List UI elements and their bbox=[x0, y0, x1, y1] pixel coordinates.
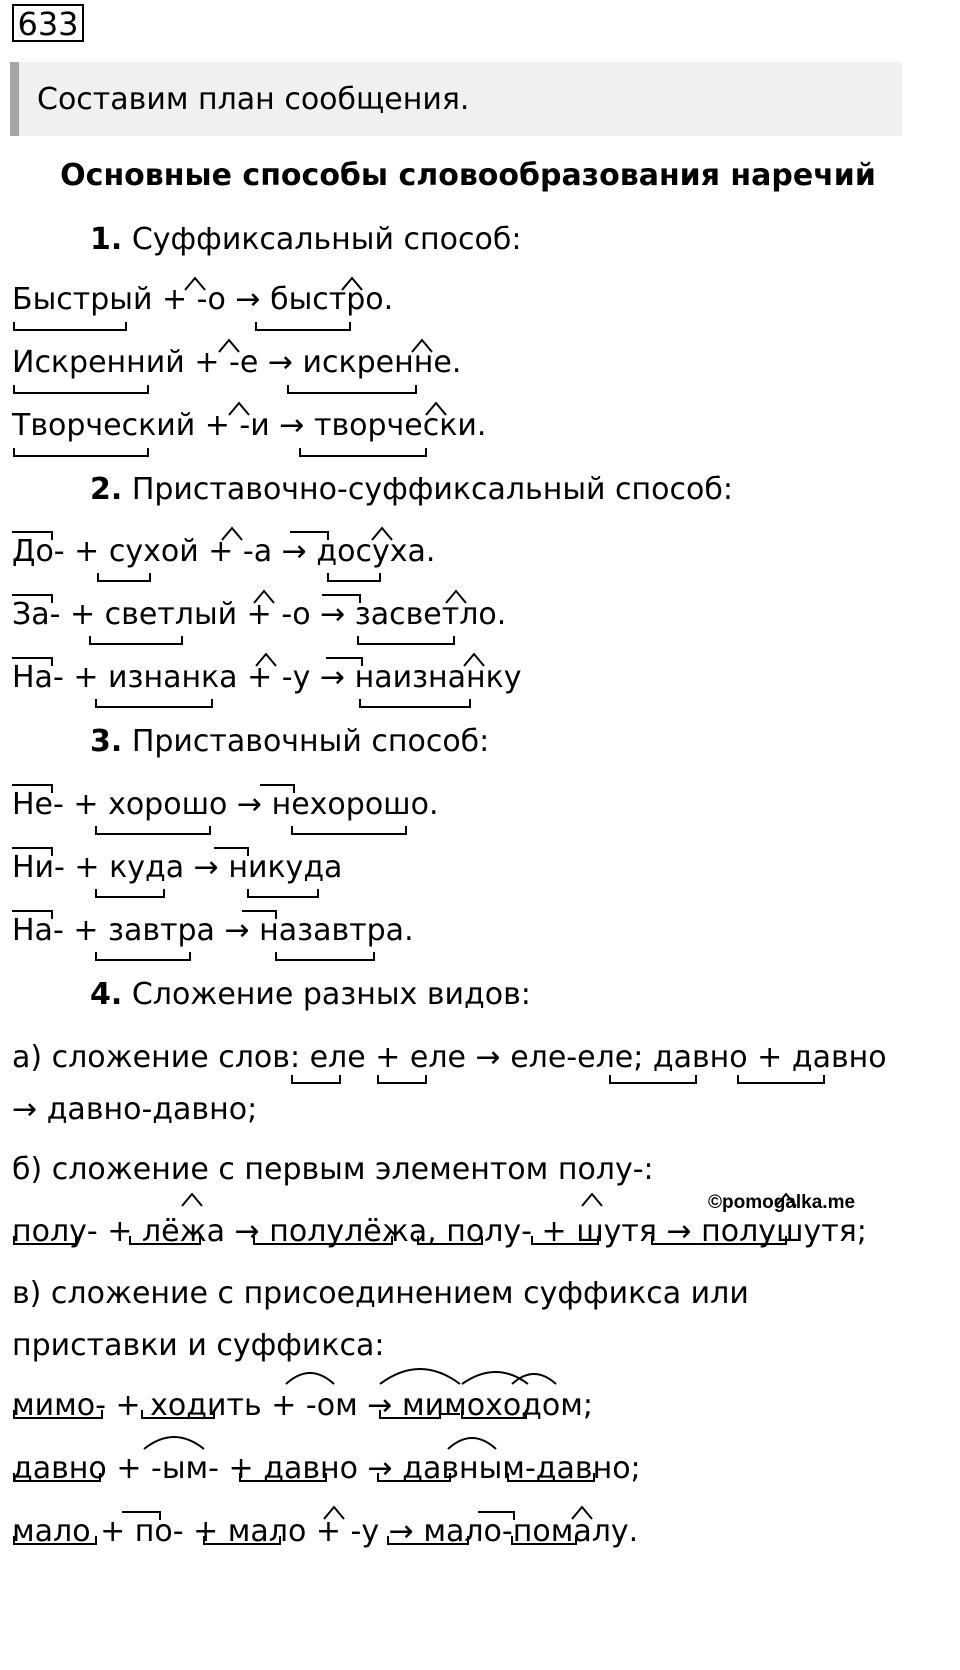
punctuation: . bbox=[428, 787, 439, 822]
word: шутя bbox=[576, 1214, 657, 1249]
arrow: → bbox=[184, 850, 229, 885]
section-title-2 bbox=[90, 470, 733, 510]
operator: + - bbox=[306, 1514, 362, 1549]
punctuation: . bbox=[425, 534, 436, 569]
operator: + bbox=[63, 660, 108, 695]
example-line bbox=[12, 532, 435, 572]
intro-callout bbox=[10, 62, 902, 136]
word: мало bbox=[12, 1514, 91, 1549]
suffix: а bbox=[253, 534, 273, 569]
root-mark bbox=[248, 889, 318, 897]
word: мало bbox=[227, 1514, 307, 1549]
punctuation: ; bbox=[630, 1451, 641, 1486]
root-mark bbox=[98, 573, 150, 581]
result-word: мимоходом bbox=[401, 1388, 583, 1423]
punctuation: ; bbox=[582, 1388, 594, 1423]
arrow: → bbox=[225, 1214, 270, 1249]
arrow: → bbox=[357, 1451, 403, 1486]
example-line bbox=[12, 911, 414, 951]
word: давно bbox=[791, 1040, 887, 1075]
word: Искренний bbox=[12, 345, 185, 380]
word: мимо bbox=[12, 1388, 96, 1423]
example-line bbox=[12, 280, 393, 320]
example-line bbox=[12, 1449, 641, 1489]
section-number: 1. bbox=[90, 222, 123, 257]
example-line bbox=[12, 1212, 867, 1252]
word: еле bbox=[409, 1040, 466, 1075]
punctuation: . bbox=[404, 913, 414, 948]
item-label: а) сложение слов: bbox=[12, 1040, 310, 1075]
root-mark bbox=[96, 699, 212, 707]
operator: - + bbox=[172, 1514, 228, 1549]
operator: + - bbox=[198, 534, 254, 569]
example-line bbox=[12, 406, 486, 446]
punctuation: , bbox=[427, 1214, 447, 1249]
punctuation: . bbox=[383, 282, 394, 317]
root-mark bbox=[328, 573, 380, 581]
suffix-mark bbox=[144, 1437, 204, 1449]
arrow: → bbox=[357, 1388, 402, 1423]
root-mark bbox=[14, 322, 126, 330]
example-line bbox=[12, 1386, 593, 1426]
operator: + - bbox=[237, 597, 293, 632]
word: светлый bbox=[104, 597, 238, 632]
suffix: и bbox=[250, 408, 270, 443]
section-number: 4. bbox=[90, 977, 123, 1012]
compound-v-label: в) сложение с присоединением суффикса или приставки и суффикса: bbox=[12, 1276, 749, 1363]
punctuation: . bbox=[451, 345, 462, 380]
word: лёжа bbox=[141, 1214, 225, 1249]
arrow: → bbox=[258, 345, 303, 380]
word: давно bbox=[263, 1451, 358, 1486]
section-title-4 bbox=[90, 975, 531, 1015]
suffix: у bbox=[361, 1514, 380, 1549]
result-word: давным-давно bbox=[402, 1451, 631, 1486]
root-mark bbox=[300, 448, 426, 456]
operator: + bbox=[60, 597, 105, 632]
result-word: досуха bbox=[316, 534, 426, 569]
operator: - + bbox=[86, 1214, 142, 1249]
arrow: → bbox=[272, 534, 317, 569]
copyright-watermark: ©pomogalka.me bbox=[708, 1192, 856, 1213]
word: ходить bbox=[150, 1388, 262, 1423]
operator: + - bbox=[184, 345, 240, 380]
word: еле bbox=[309, 1040, 366, 1075]
result-word: назавтра bbox=[259, 913, 405, 948]
result-word: полулёжа bbox=[269, 1214, 428, 1249]
operator: + bbox=[63, 913, 108, 948]
page-title: Основные способы словообразования наречий bbox=[60, 158, 876, 193]
operator: + bbox=[63, 787, 109, 822]
operator: + - bbox=[195, 408, 251, 443]
punctuation: . bbox=[628, 1514, 639, 1549]
result-word: полушутя bbox=[701, 1214, 857, 1249]
example-line bbox=[12, 1512, 638, 1552]
operator: + bbox=[64, 534, 109, 569]
result-text: давно-давно; bbox=[46, 1092, 258, 1127]
root-mark bbox=[276, 952, 374, 960]
suffix: ом bbox=[316, 1388, 358, 1423]
word: давно bbox=[652, 1040, 748, 1075]
root-mark bbox=[14, 385, 148, 393]
suffix-mark bbox=[462, 1372, 528, 1384]
prefix: До- bbox=[12, 534, 65, 569]
compound-b-label: б) сложение с первым элементом полу-: bbox=[12, 1152, 654, 1187]
arrow: → bbox=[310, 660, 355, 695]
suffix-mark bbox=[448, 1438, 496, 1449]
word: Творческий bbox=[12, 408, 196, 443]
result-text: → еле-еле; bbox=[466, 1040, 653, 1075]
prefix: Ни- bbox=[12, 850, 65, 885]
word: хорошо bbox=[108, 787, 228, 822]
word: изнанка bbox=[108, 660, 238, 695]
task-number: 633 bbox=[12, 4, 84, 42]
word: сухой bbox=[108, 534, 199, 569]
example-line bbox=[12, 595, 506, 635]
intro-text: Составим план сообщения. bbox=[37, 82, 470, 117]
operator: - + bbox=[208, 1451, 264, 1486]
example-line bbox=[12, 848, 342, 888]
root-mark bbox=[90, 636, 182, 644]
section-label: Приставочно-суффиксальный способ: bbox=[122, 472, 733, 507]
arrow: → bbox=[269, 408, 314, 443]
section-label: Сложение разных видов: bbox=[122, 977, 531, 1012]
suffix: ым bbox=[161, 1451, 209, 1486]
root-mark bbox=[96, 889, 164, 897]
suffix: о bbox=[207, 282, 226, 317]
prefix: по bbox=[134, 1514, 173, 1549]
section-title-1 bbox=[90, 220, 521, 260]
arrow: → bbox=[310, 597, 355, 632]
root-mark bbox=[292, 826, 406, 834]
section-label: Суффиксальный способ: bbox=[122, 222, 522, 257]
result-word: мало-помалу bbox=[423, 1514, 629, 1549]
root-mark bbox=[360, 699, 470, 707]
operator: + bbox=[747, 1040, 792, 1075]
arrow: → bbox=[225, 282, 271, 317]
arrow: → bbox=[379, 1514, 424, 1549]
section-number: 3. bbox=[90, 724, 123, 759]
operator: - + bbox=[95, 1388, 151, 1423]
suffix: у bbox=[292, 660, 311, 695]
result-word: творчески bbox=[313, 408, 477, 443]
arrow: → bbox=[227, 787, 272, 822]
punctuation: . bbox=[476, 408, 487, 443]
result-word: быстро bbox=[270, 282, 384, 317]
word: Быстрый bbox=[12, 282, 153, 317]
prefix: На- bbox=[12, 660, 64, 695]
operator: + bbox=[64, 850, 110, 885]
word: куда bbox=[109, 850, 185, 885]
operator: + - bbox=[237, 660, 293, 695]
prefix: На- bbox=[12, 913, 64, 948]
suffix-mark bbox=[512, 1374, 556, 1384]
suffix: е bbox=[239, 345, 259, 380]
suffix-mark bbox=[286, 1373, 334, 1384]
word: полу bbox=[12, 1214, 87, 1249]
root-mark bbox=[96, 826, 210, 834]
section-title-3 bbox=[90, 722, 489, 762]
compound-a bbox=[12, 1032, 912, 1136]
word: давно bbox=[12, 1451, 107, 1486]
prefix: За- bbox=[12, 597, 61, 632]
operator: + - bbox=[106, 1451, 162, 1486]
root-mark bbox=[288, 385, 416, 393]
arrow: → bbox=[12, 1092, 47, 1127]
root-mark bbox=[358, 636, 454, 644]
word: полу bbox=[446, 1214, 522, 1249]
result-word: засветло bbox=[354, 597, 497, 632]
root-mark bbox=[96, 952, 190, 960]
root-mark bbox=[256, 322, 350, 330]
arrow: → bbox=[214, 913, 260, 948]
result-word: никуда bbox=[228, 850, 343, 885]
word: завтра bbox=[108, 913, 215, 948]
example-line bbox=[12, 343, 461, 383]
prefix: Не- bbox=[12, 787, 64, 822]
root-mark bbox=[14, 448, 148, 456]
result-word: нехорошо bbox=[271, 787, 429, 822]
suffix: о bbox=[292, 597, 311, 632]
punctuation: ; bbox=[856, 1214, 867, 1249]
example-line bbox=[12, 658, 522, 698]
operator: + - bbox=[261, 1388, 317, 1423]
section-label: Приставочный способ: bbox=[122, 724, 490, 759]
example-line bbox=[12, 785, 439, 825]
punctuation: . bbox=[496, 597, 507, 632]
operator: - + bbox=[521, 1214, 577, 1249]
operator: + bbox=[90, 1514, 135, 1549]
section-number: 2. bbox=[90, 472, 123, 507]
operator: + - bbox=[152, 282, 208, 317]
result-word: искренне bbox=[302, 345, 452, 380]
result-word: наизнанку bbox=[354, 660, 522, 695]
arrow: → bbox=[656, 1214, 702, 1249]
operator: + bbox=[365, 1040, 410, 1075]
